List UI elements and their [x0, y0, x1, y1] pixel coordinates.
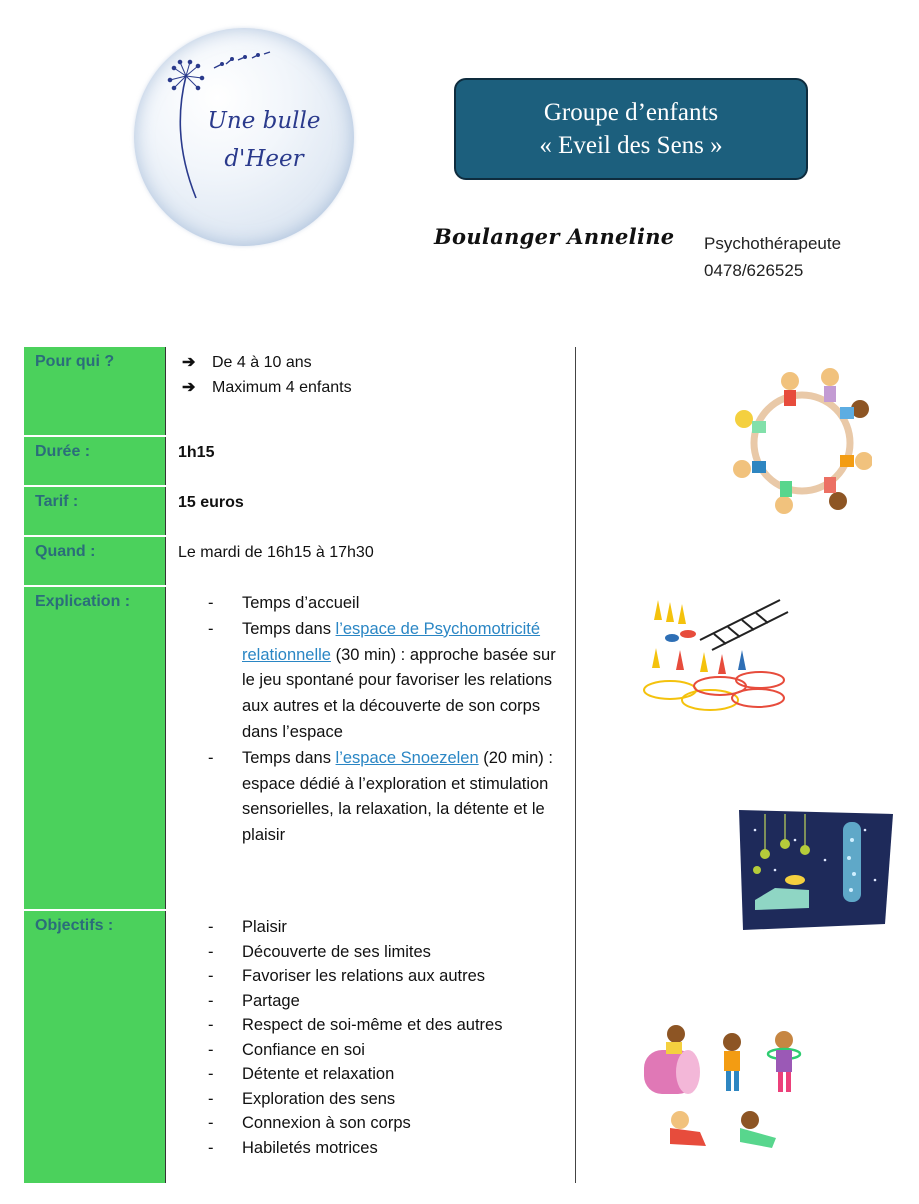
- row-duree: [24, 435, 575, 485]
- author-info: [704, 230, 841, 284]
- row-tarif: [24, 485, 575, 535]
- list-item: ➔ De 4 à 10 ans: [182, 351, 575, 376]
- title-line2: « Eveil des Sens »: [539, 132, 723, 159]
- list-item: - Détente et relaxation: [178, 1062, 575, 1087]
- list-item: - Temps d’accueil: [178, 591, 575, 617]
- logo-text: [204, 102, 324, 178]
- logo-line2: d'Heer: [224, 146, 304, 172]
- list-item: - Connexion à son corps: [178, 1111, 575, 1136]
- list-item: - Temps dans l’espace Snoezelen (20 min) : espace dédié à l’exploration et stimulation sensorielles, la relaxation, la détente et le plaisir: [178, 746, 575, 849]
- row-value-duree: 1h15: [178, 444, 215, 461]
- row-content-objectifs: [166, 911, 575, 1183]
- row-explication: [24, 585, 575, 909]
- list-item: - Habiletés motrices: [178, 1136, 575, 1161]
- psychomotor-equipment-illustration: [640, 590, 790, 720]
- logo-bubble: [134, 28, 354, 246]
- row-content-explication: [166, 587, 575, 909]
- row-quand: [24, 535, 575, 585]
- logo-line1: Une bulle: [207, 108, 321, 134]
- list-item: - Favoriser les relations aux autres: [178, 964, 575, 989]
- row-value-quand: Le mardi de 16h15 à 17h30: [178, 544, 374, 561]
- arrow-right-icon: ➔: [182, 354, 196, 371]
- row-objectifs: [24, 909, 575, 1183]
- author-profession: Psychothérapeute: [704, 234, 842, 253]
- list-item: - Partage: [178, 989, 575, 1014]
- list-item: - Découverte de ses limites: [178, 940, 575, 965]
- title-box: [454, 78, 808, 180]
- children-playing-illustration: [640, 1020, 810, 1160]
- author-phone: 0478/626525: [704, 261, 804, 280]
- info-table: [24, 347, 576, 1183]
- row-label-quand: Quand :: [24, 537, 166, 585]
- arrow-right-icon: ➔: [182, 378, 196, 396]
- children-circle-illustration: [732, 365, 872, 520]
- row-label-pour-qui: Pour qui ?: [24, 347, 166, 435]
- list-item: - Temps dans l’espace de Psychomotricité relationnelle (30 min) : approche basée sur le jeu spontané pour favoriser les relations aux autres et la découverte de son corps dans l’espace: [178, 617, 575, 746]
- snoezelen-room-illustration: [735, 800, 897, 935]
- author-name: Boulanger Anneline: [434, 224, 675, 249]
- list-item: - Respect de soi-même et des autres: [178, 1013, 575, 1038]
- list-item: - Confiance en soi: [178, 1038, 575, 1063]
- link-snoezelen[interactable]: l’espace Snoezelen: [335, 748, 479, 767]
- link-psychomotricite[interactable]: l’espace de Psychomotricité relationnelle: [242, 619, 541, 664]
- row-label-objectifs: Objectifs :: [24, 911, 166, 1183]
- row-pour-qui: [24, 347, 575, 435]
- row-content-pour-qui: [166, 347, 575, 435]
- list-item: - Plaisir: [178, 915, 575, 940]
- row-label-explication: Explication :: [24, 587, 166, 909]
- row-label-duree: Durée :: [24, 437, 166, 485]
- row-value-tarif: 15 euros: [178, 494, 244, 511]
- title-line1: Groupe d’enfants: [543, 99, 719, 126]
- list-item: - Exploration des sens: [178, 1087, 575, 1112]
- list-item: ➔ Maximum 4 enfants: [182, 376, 575, 401]
- row-label-tarif: Tarif :: [24, 487, 166, 535]
